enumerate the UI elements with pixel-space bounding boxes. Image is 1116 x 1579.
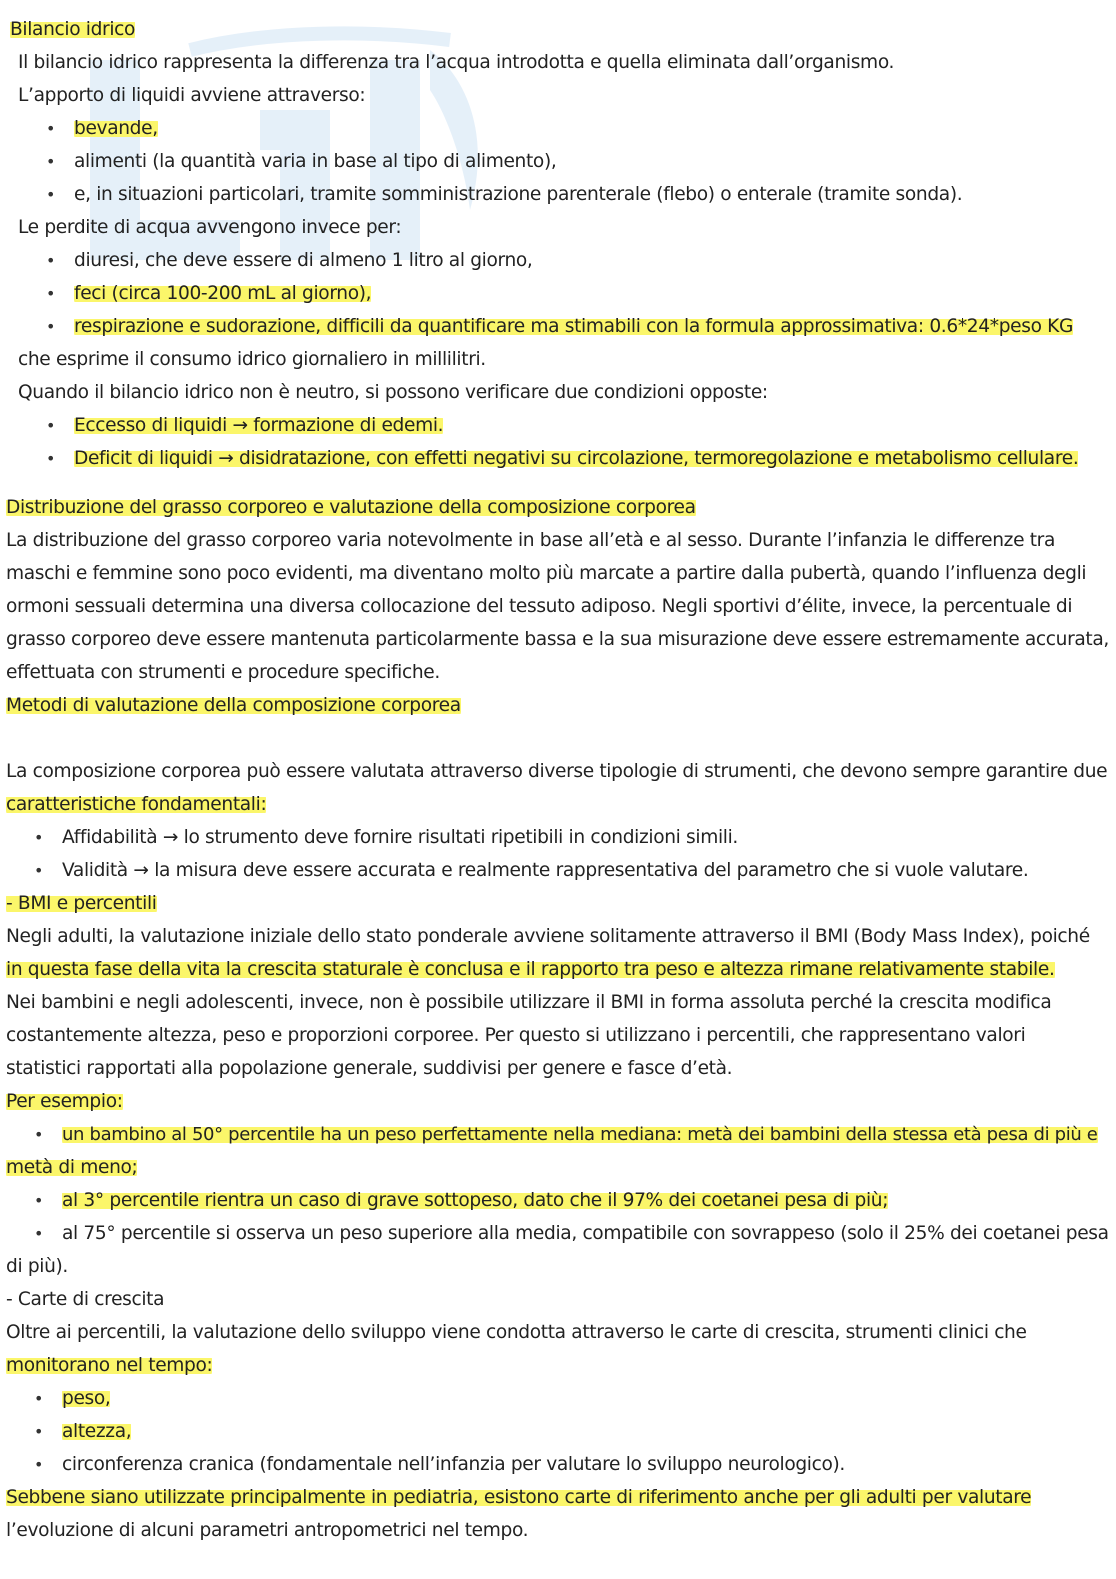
growth-intro-line: monitorano nel tempo:	[6, 1355, 213, 1376]
bullet-icon: •	[34, 861, 44, 880]
bmi-example-continuation: di più).	[6, 1256, 68, 1277]
growth-list-item: circonferenza cranica (fondamentale nell’infanzia per valutare lo sviluppo neurologico).	[62, 1454, 845, 1475]
bullet-icon: •	[46, 449, 56, 468]
bullet-icon: •	[34, 1455, 44, 1474]
imbalance-list-item: Deficit di liquidi → disidratazione, con effetti negativi su circolazione, termoregolazione e metabolismo cellulare.	[74, 448, 1079, 469]
section-title-bmi: - BMI e percentili	[6, 893, 157, 914]
bmi-paragraph-line: costantemente altezza, peso e proporzioni corporee. Per questo si utilizzano i percentili, che rappresentano valori	[6, 1025, 1026, 1046]
fat-paragraph-line: La distribuzione del grasso corporeo varia notevolmente in base all’età e al sesso. Durante l’infanzia le differenze tra	[6, 530, 1055, 551]
bmi-paragraph-line: statistici rapportati alla popolazione generale, suddivisi per genere e fasce d’età.	[6, 1058, 733, 1079]
bullet-icon: •	[34, 1224, 44, 1243]
water-balance-intro-line: L’apporto di liquidi avviene attraverso:	[18, 85, 366, 106]
growth-intro-line: Oltre ai percentili, la valutazione dello sviluppo viene condotta attraverso le carte di crescita, strumenti clinici che	[6, 1322, 1027, 1343]
fat-paragraph-line: ormoni sessuali determina una diversa collocazione del tessuto adiposo. Negli sportivi d’élite, invece, la percentuale di	[6, 596, 1073, 617]
bmi-example-item: un bambino al 50° percentile ha un peso perfettamente nella mediana: metà dei bambini della stessa età pesa di più e	[62, 1124, 1098, 1145]
section-title-fat-distribution: Distribuzione del grasso corporeo e valutazione della composizione corporea	[6, 497, 696, 518]
intake-list-item: bevande,	[74, 118, 158, 139]
bmi-paragraph-line: Negli adulti, la valutazione iniziale dello stato ponderale avviene solitamente attraverso il BMI (Body Mass Index), poiché	[6, 926, 1090, 947]
losses-intro: Le perdite di acqua avvengono invece per:	[18, 217, 402, 238]
imbalance-intro: Quando il bilancio idrico non è neutro, si possono verificare due condizioni opposte:	[18, 382, 768, 403]
growth-closing-line: Sebbene siano utilizzate principalmente in pediatria, esistono carte di riferimento anche per gli adulti per valutare	[6, 1487, 1032, 1508]
fat-paragraph-line: maschi e femmine sono poco evidenti, ma diventano molto più marcate a partire dalla pubertà, quando l’influenza degli	[6, 563, 1087, 584]
bullet-icon: •	[46, 119, 56, 138]
loss-list-item: diuresi, che deve essere di almeno 1 litro al giorno,	[74, 250, 533, 271]
methods-intro-line: La composizione corporea può essere valutata attraverso diverse tipologie di strumenti, che devono sempre garantire due	[6, 761, 1108, 782]
section-title-growth-charts: - Carte di crescita	[6, 1289, 165, 1310]
growth-list-item: altezza,	[62, 1421, 132, 1442]
intake-list-item: alimenti (la quantità varia in base al tipo di alimento),	[74, 151, 557, 172]
bullet-icon: •	[34, 828, 44, 847]
growth-list-item: peso,	[62, 1388, 111, 1409]
bullet-icon: •	[46, 185, 56, 204]
bullet-icon: •	[34, 1191, 44, 1210]
methods-intro-line: caratteristiche fondamentali:	[6, 794, 267, 815]
bullet-icon: •	[46, 317, 56, 336]
imbalance-list-item: Eccesso di liquidi → formazione di edemi.	[74, 415, 444, 436]
bullet-icon: •	[34, 1389, 44, 1408]
loss-list-item: feci (circa 100-200 mL al giorno),	[74, 283, 372, 304]
bmi-paragraph-line: Per esempio:	[6, 1091, 123, 1112]
methods-list-item: Affidabilità → lo strumento deve fornire risultati ripetibili in condizioni simili.	[62, 827, 738, 848]
methods-list-item: Validità → la misura deve essere accurata e realmente rappresentativa del parametro che si vuole valutare.	[62, 860, 1029, 881]
bmi-example-continuation: metà di meno;	[6, 1157, 138, 1178]
bullet-icon: •	[46, 251, 56, 270]
section-title-methods: Metodi di valutazione della composizione corporea	[6, 695, 461, 716]
bmi-example-item: al 3° percentile rientra un caso di grave sottopeso, dato che il 97% dei coetanei pesa di più;	[62, 1190, 889, 1211]
section-title-water-balance: Bilancio idrico	[10, 19, 136, 40]
bullet-icon: •	[34, 1422, 44, 1441]
bullet-icon: •	[34, 1125, 44, 1144]
fat-paragraph-line: effettuata con strumenti e procedure specifiche.	[6, 662, 440, 683]
loss-tail: che esprime il consumo idrico giornaliero in millilitri.	[18, 349, 486, 370]
bmi-paragraph-line: in questa fase della vita la crescita staturale è conclusa e il rapporto tra peso e altezza rimane relativamente stabile.	[6, 959, 1055, 980]
growth-closing-line: l’evoluzione di alcuni parametri antropometrici nel tempo.	[6, 1520, 529, 1541]
water-balance-intro-line: Il bilancio idrico rappresenta la differenza tra l’acqua introdotta e quella eliminata dall’organismo.	[18, 52, 895, 73]
bmi-example-item: al 75° percentile si osserva un peso superiore alla media, compatibile con sovrappeso (solo il 25% dei coetanei pesa	[62, 1223, 1109, 1244]
intake-list-item: e, in situazioni particolari, tramite somministrazione parenterale (flebo) o enterale (tramite sonda).	[74, 184, 963, 205]
fat-paragraph-line: grasso corporeo deve essere mantenuta particolarmente bassa e la sua misurazione deve essere estremamente accurata,	[6, 629, 1109, 650]
bullet-icon: •	[46, 152, 56, 171]
bullet-icon: •	[46, 284, 56, 303]
bullet-icon: •	[46, 416, 56, 435]
loss-list-item: respirazione e sudorazione, difficili da quantificare ma stimabili con la formula approssimativa: 0.6*24*peso KG	[74, 316, 1074, 337]
bmi-paragraph-line: Nei bambini e negli adolescenti, invece, non è possibile utilizzare il BMI in forma assoluta perché la crescita modifica	[6, 992, 1052, 1013]
